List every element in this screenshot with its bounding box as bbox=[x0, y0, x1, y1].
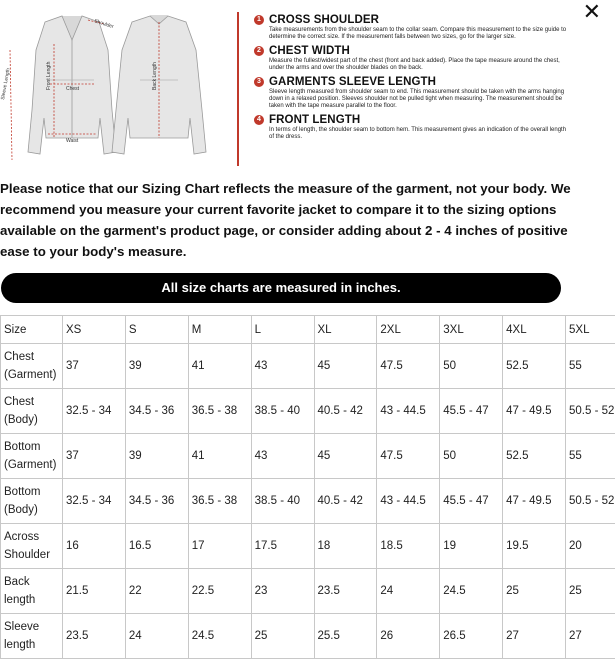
table-cell: 36.5 - 38 bbox=[188, 389, 251, 434]
table-cell: 52.5 bbox=[503, 344, 566, 389]
table-cell: 16.5 bbox=[125, 524, 188, 569]
table-cell: 45 bbox=[314, 344, 377, 389]
step-description: Take measurements from the shoulder seam to the collar seam. Compare this measurement to the size guide to determine the correct size. If the measurement falls between two sizes, go for the larger size. bbox=[269, 27, 567, 41]
row-label: Bottom (Body) bbox=[1, 479, 63, 524]
step-number: 3 bbox=[254, 77, 264, 87]
table-cell: 43 bbox=[251, 434, 314, 479]
table-cell: 24.5 bbox=[440, 569, 503, 614]
table-cell: M bbox=[188, 316, 251, 344]
table-row bbox=[1, 614, 615, 659]
label-shoulder: Shoulder bbox=[93, 18, 115, 31]
table-cell: 25 bbox=[566, 569, 615, 614]
table-cell: L bbox=[251, 316, 314, 344]
table-cell: 22 bbox=[125, 569, 188, 614]
table-cell: 50.5 - 52 bbox=[566, 389, 615, 434]
row-label: Bottom (Garment) bbox=[1, 434, 63, 479]
table-cell: 47 - 49.5 bbox=[503, 479, 566, 524]
row-label: Sleeve length bbox=[1, 614, 63, 659]
table-cell: 34.5 - 36 bbox=[125, 479, 188, 524]
table-row bbox=[1, 479, 615, 524]
table-row bbox=[1, 569, 615, 614]
table-cell: 41 bbox=[188, 344, 251, 389]
table-cell: 38.5 - 40 bbox=[251, 479, 314, 524]
step-title: CHEST WIDTH bbox=[269, 44, 350, 57]
table-cell: 40.5 - 42 bbox=[314, 479, 377, 524]
table-cell: 37 bbox=[63, 344, 126, 389]
step-description: Measure the fullest/widest part of the chest (front and back added). Place the tape measure around the chest, under the arms and over the shoulder blades on the back. bbox=[269, 57, 560, 72]
table-cell: 4XL bbox=[503, 316, 566, 344]
jacket-diagram bbox=[0, 10, 232, 168]
step-number: 2 bbox=[254, 46, 264, 56]
row-label: Size bbox=[1, 316, 63, 344]
table-cell: 52.5 bbox=[503, 434, 566, 479]
label-sleeve-length: Sleeve Length bbox=[0, 67, 12, 101]
inches-banner: All size charts are measured in inches. bbox=[1, 273, 561, 303]
table-cell: 23.5 bbox=[314, 569, 377, 614]
step-title: CROSS SHOULDER bbox=[269, 14, 380, 26]
table-cell: XL bbox=[314, 316, 377, 344]
table-cell: 16 bbox=[63, 524, 126, 569]
table-cell: 34.5 - 36 bbox=[125, 389, 188, 434]
divider bbox=[237, 12, 239, 166]
table-cell: 18 bbox=[314, 524, 377, 569]
step-number: 4 bbox=[254, 115, 264, 125]
table-row bbox=[1, 524, 615, 569]
step-front-length bbox=[254, 114, 570, 142]
close-icon[interactable]: ✕ bbox=[582, 0, 601, 25]
table-header-row bbox=[1, 316, 615, 344]
size-table-container[interactable] bbox=[0, 315, 615, 668]
table-cell: 50 bbox=[440, 344, 503, 389]
table-cell: 37 bbox=[63, 434, 126, 479]
row-label: Chest (Garment) bbox=[1, 344, 63, 389]
label-chest: Chest bbox=[66, 86, 80, 92]
table-cell: 45.5 - 47 bbox=[440, 479, 503, 524]
size-guide-illustration bbox=[0, 10, 570, 168]
table-cell: 50.5 - 52 bbox=[566, 479, 615, 524]
table-cell: 20 bbox=[566, 524, 615, 569]
table-cell: 50 bbox=[440, 434, 503, 479]
step-title: GARMENTS SLEEVE LENGTH bbox=[269, 75, 437, 88]
table-cell: 25 bbox=[251, 614, 314, 659]
table-cell: 26.5 bbox=[440, 614, 503, 659]
table-cell: 24 bbox=[125, 614, 188, 659]
table-cell: 24 bbox=[377, 569, 440, 614]
label-waist: Waist bbox=[66, 138, 79, 144]
front-jacket bbox=[28, 16, 116, 154]
sizing-notice: Please notice that our Sizing Chart reflects the measure of the garment, not your body. We recommend you measure your current favorite jacket to compare it to the sizing options available on the garment's product page, or consider adding about 2 - 4 inches of positive ease to your body's measure. bbox=[0, 181, 571, 259]
step-title: FRONT LENGTH bbox=[269, 113, 361, 126]
step-sleeve-length bbox=[254, 76, 570, 111]
table-cell: 55 bbox=[566, 434, 615, 479]
step-cross-shoulder bbox=[254, 14, 570, 42]
table-cell: 25 bbox=[503, 569, 566, 614]
measure-steps bbox=[254, 14, 570, 145]
table-cell: 38.5 - 40 bbox=[251, 389, 314, 434]
step-number: 1 bbox=[254, 15, 264, 25]
table-row bbox=[1, 344, 615, 389]
label-back-length: Back Length bbox=[152, 62, 158, 90]
table-row bbox=[1, 389, 615, 434]
table-cell: 32.5 - 34 bbox=[63, 389, 126, 434]
step-description: In terms of length, the shoulder seam to bottom hem. This measurement gives an indication of the overall length of the dress. bbox=[269, 126, 567, 141]
table-cell: 32.5 - 34 bbox=[63, 479, 126, 524]
table-cell: 25.5 bbox=[314, 614, 377, 659]
table-cell: 47.5 bbox=[377, 344, 440, 389]
step-chest-width bbox=[254, 45, 570, 73]
table-cell: 27 bbox=[503, 614, 566, 659]
table-cell: 41 bbox=[188, 434, 251, 479]
table-cell: 2XL bbox=[377, 316, 440, 344]
table-cell: 17 bbox=[188, 524, 251, 569]
table-cell: 21.5 bbox=[63, 569, 126, 614]
row-label: Across Shoulder bbox=[1, 524, 63, 569]
table-cell: 40.5 - 42 bbox=[314, 389, 377, 434]
table-cell: S bbox=[125, 316, 188, 344]
table-cell: 36.5 - 38 bbox=[188, 479, 251, 524]
table-cell: 43 bbox=[251, 344, 314, 389]
table-cell: 47.5 bbox=[377, 434, 440, 479]
table-cell: 3XL bbox=[440, 316, 503, 344]
table-cell: 24.5 bbox=[188, 614, 251, 659]
table-cell: 47 - 49.5 bbox=[503, 389, 566, 434]
table-cell: 19 bbox=[440, 524, 503, 569]
table-cell: 22.5 bbox=[188, 569, 251, 614]
table-cell: 18.5 bbox=[377, 524, 440, 569]
table-cell: 45.5 - 47 bbox=[440, 389, 503, 434]
table-cell: 26 bbox=[377, 614, 440, 659]
table-cell: 45 bbox=[314, 434, 377, 479]
table-cell: XS bbox=[63, 316, 126, 344]
table-cell: 23 bbox=[251, 569, 314, 614]
label-front-length: Front Length bbox=[46, 61, 52, 90]
row-label: Back length bbox=[1, 569, 63, 614]
table-cell: 23.5 bbox=[63, 614, 126, 659]
table-cell: 5XL bbox=[566, 316, 615, 344]
table-cell: 43 - 44.5 bbox=[377, 389, 440, 434]
table-cell: 43 - 44.5 bbox=[377, 479, 440, 524]
step-description: Sleeve length measured from shoulder seam to end. This measurement should be taken with the arms hanging down in a relaxed position. Sleeves shoulder not be pulled tight when measuring. The measurement should be taken with the tape measure parallel to the floor. bbox=[269, 88, 565, 110]
table-row bbox=[1, 434, 615, 479]
row-label: Chest (Body) bbox=[1, 389, 63, 434]
table-cell: 19.5 bbox=[503, 524, 566, 569]
table-cell: 39 bbox=[125, 344, 188, 389]
table-cell: 27 bbox=[566, 614, 615, 659]
table-cell: 55 bbox=[566, 344, 615, 389]
table-cell: 39 bbox=[125, 434, 188, 479]
table-cell: 17.5 bbox=[251, 524, 314, 569]
size-table bbox=[0, 315, 615, 659]
